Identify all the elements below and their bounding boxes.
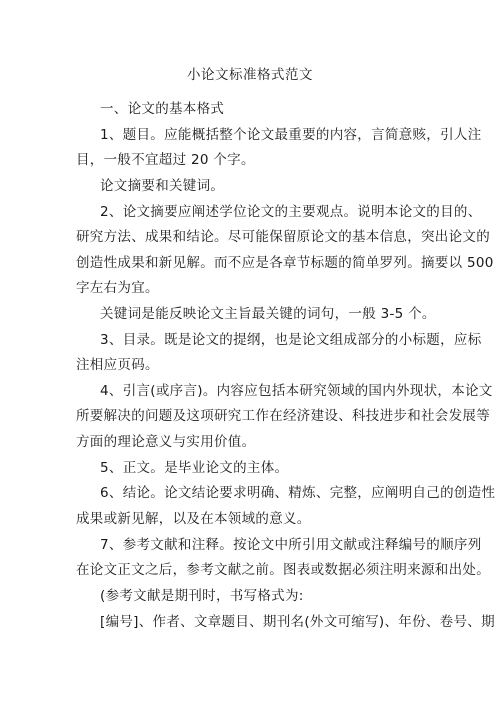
paragraph-line: 3、目录。既是论文的提纲，也是论文组成部分的小标题，应标	[100, 332, 482, 348]
paragraph-line: 字左右为宜。	[76, 280, 159, 296]
paragraph-line: 关键词是能反映论文主旨最关键的词句，一般 3-5 个。	[100, 306, 436, 322]
paragraph-line: 在论文正文之后，参考文献之前。图表或数据必须注明来源和出处。	[76, 562, 490, 578]
document-title: 小论文标准格式范文	[187, 67, 313, 83]
paragraph-line: 4、引言(或序言)。内容应包括本研究领域的国内外现状，本论文	[100, 383, 493, 399]
paragraph-line: 研究方法、成果和结论。尽可能保留原论文的基本信息，突出论文的	[76, 229, 490, 245]
paragraph-line: 注相应页码。	[76, 357, 159, 373]
paragraph-line: 论文摘要和关键词。	[100, 178, 225, 194]
paragraph-line: 创造性成果和新见解。而不应是各章节标题的简单罗列。摘要以 500	[76, 255, 494, 271]
section-heading: 一、论文的基本格式	[100, 101, 225, 117]
paragraph-line: 6、结论。论文结论要求明确、精炼、完整，应阐明自己的创造性	[100, 485, 496, 501]
paragraph-line: [编号]、作者、文章题目、期刊名(外文可缩写)、年份、卷号、期	[100, 614, 495, 630]
paragraph-line: 7、参考文献和注释。按论文中所引用文献或注释编号的顺序列	[100, 537, 482, 553]
paragraph-line: 2、论文摘要应阐述学位论文的主要观点。说明本论文的目的、	[100, 204, 482, 220]
paragraph-line: 所要解决的问题及这项研究工作在经济建设、科技进步和社会发展等	[76, 408, 490, 424]
paragraph-line: 目，一般不宜超过 20 个字。	[76, 152, 255, 168]
paragraph-line: 1、题目。应能概括整个论文最重要的内容，言简意赅，引人注	[100, 127, 482, 143]
paragraph-line: 成果或新见解，以及在本领域的意义。	[76, 511, 311, 527]
paragraph-line: 方面的理论意义与实用价值。	[76, 434, 256, 450]
paragraph-line: 5、正文。是毕业论文的主体。	[100, 460, 289, 476]
paragraph-line: (参考文献是期刊时，书写格式为:	[100, 588, 304, 604]
